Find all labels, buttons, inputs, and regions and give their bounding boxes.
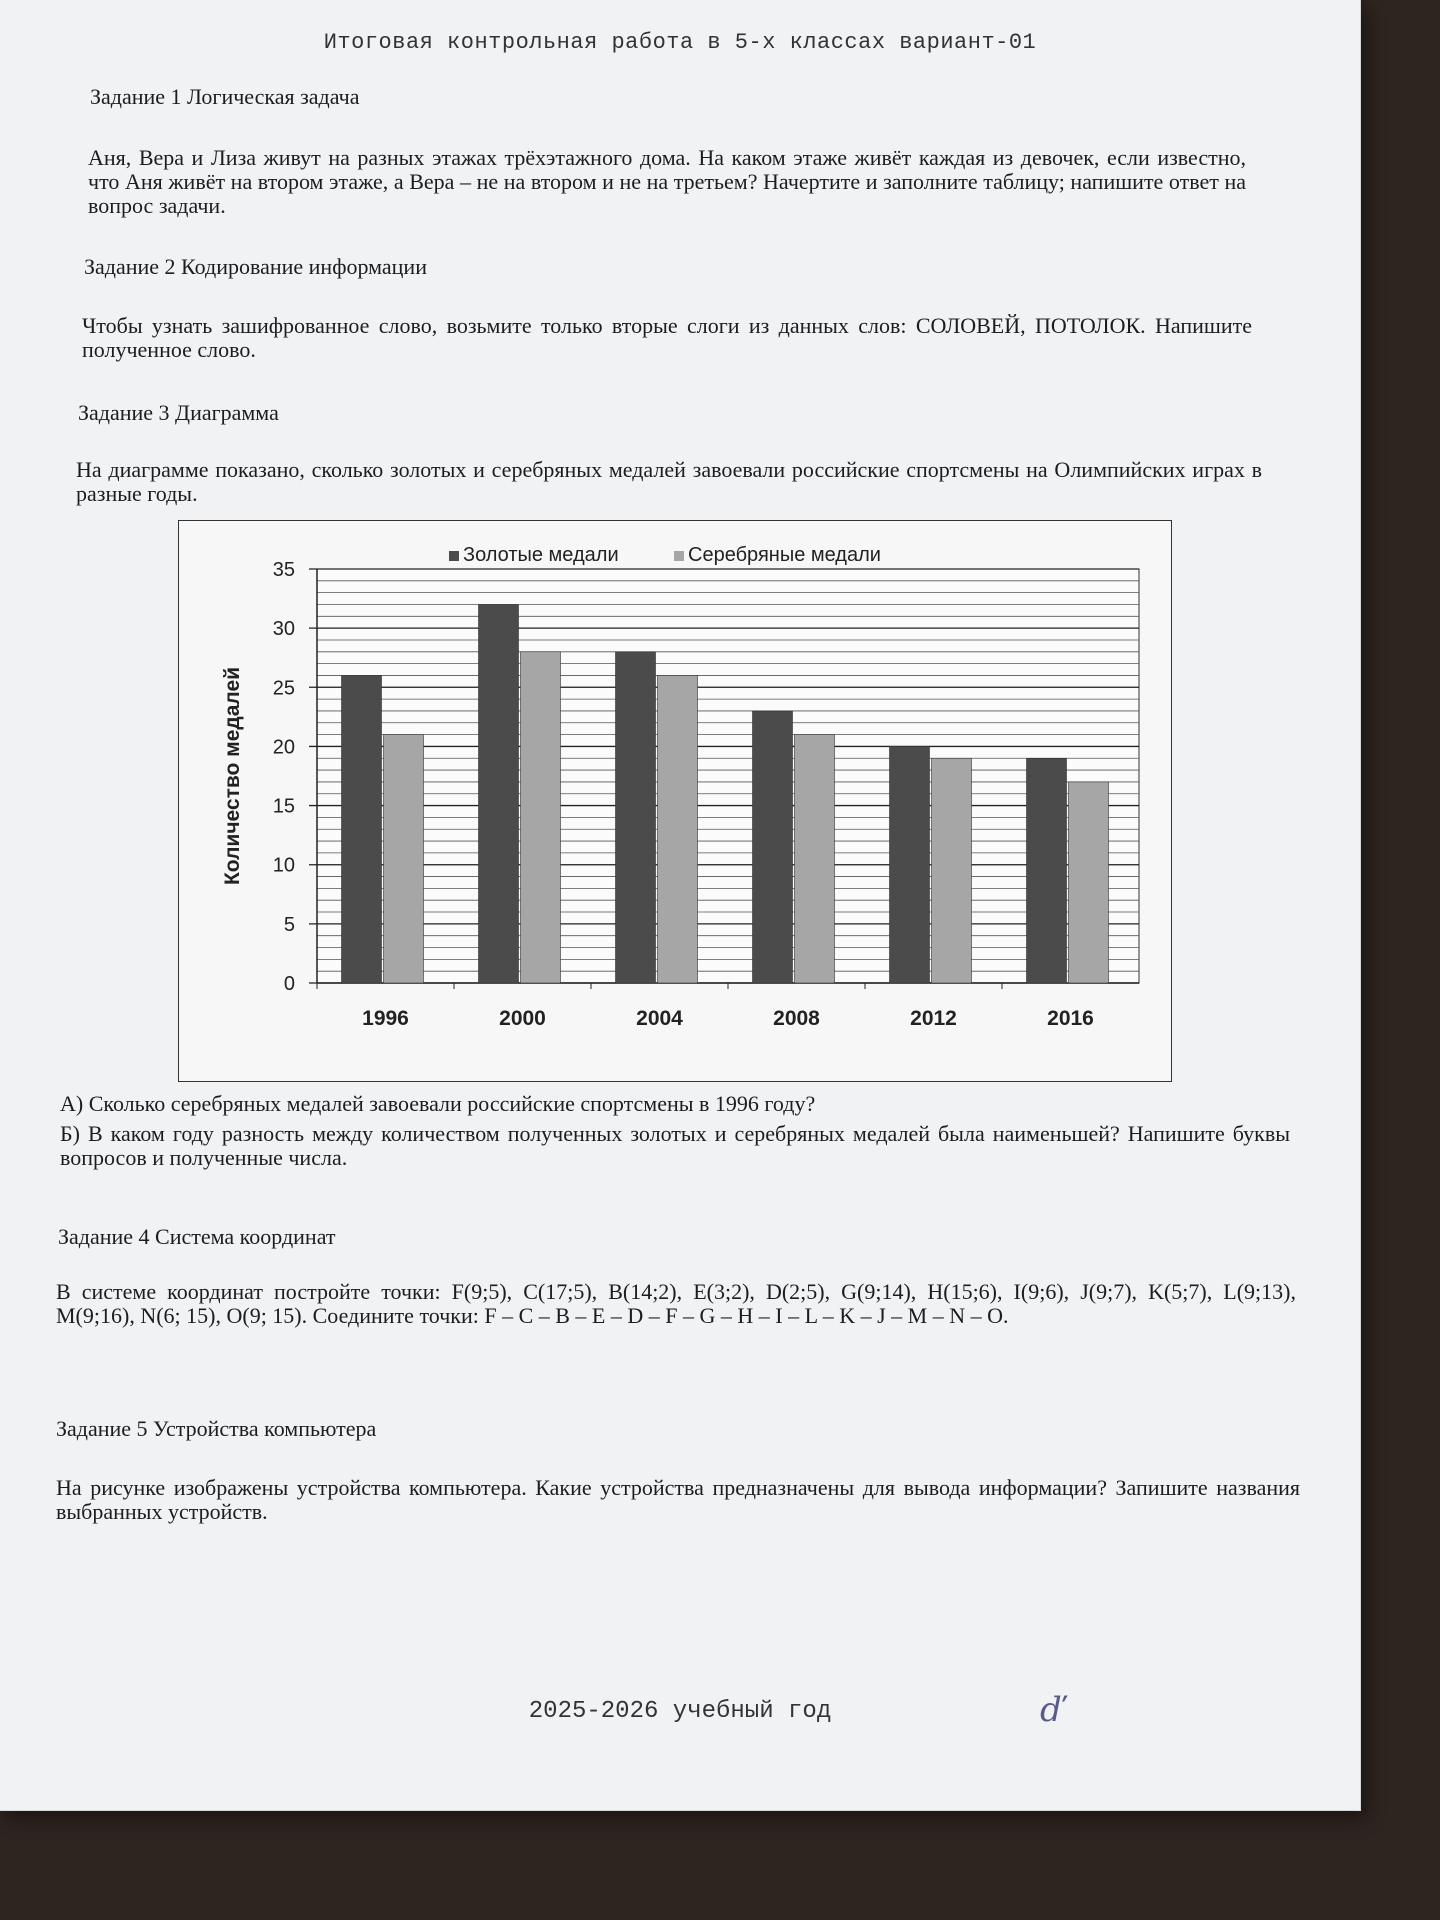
y-tick-label: 20 bbox=[272, 736, 295, 759]
x-tick-label: 2000 bbox=[499, 1007, 546, 1030]
task-3-question-b: Б) В каком году разность между количеством полученных золотых и серебряных медалей была наименьшей? Напишите буквы вопросов и полученные числа. bbox=[60, 1121, 1290, 1170]
bar-silver-2000 bbox=[521, 652, 561, 983]
bar-silver-2012 bbox=[932, 758, 972, 983]
task-5-title: Задание 5 Устройства компьютера bbox=[56, 1416, 377, 1441]
legend-label: Серебряные медали bbox=[688, 544, 881, 566]
legend-label: Золотые медали bbox=[463, 544, 619, 566]
school-year-footer: 2025-2026 учебный год bbox=[528, 1698, 832, 1725]
worksheet-header: Итоговая контрольная работа в 5-х классах вариант-01 bbox=[323, 30, 1037, 55]
x-tick-label: 2004 bbox=[636, 1007, 683, 1030]
y-tick-label: 0 bbox=[283, 973, 295, 995]
bar-gold-2004 bbox=[616, 652, 656, 983]
legend-swatch bbox=[674, 551, 684, 561]
y-tick-label: 30 bbox=[272, 618, 295, 641]
x-tick-label: 1996 bbox=[362, 1007, 409, 1030]
legend-swatch bbox=[449, 551, 459, 561]
handwritten-mark: ď bbox=[1040, 1690, 1062, 1730]
y-tick-label: 25 bbox=[272, 677, 295, 700]
chart-canvas bbox=[179, 521, 1171, 1081]
task-5-text: На рисунке изображены устройства компьютера. Какие устройства предназначены для вывода информации? Запишите названия выбранных устройств. bbox=[56, 1475, 1300, 1524]
y-tick-label: 35 bbox=[272, 559, 295, 581]
y-tick-label: 15 bbox=[272, 795, 295, 818]
task-3-text: На диаграмме показано, сколько золотых и серебряных медалей завоевали российские спортсмены на Олимпийских играх в разные годы. bbox=[76, 457, 1262, 506]
task-4-title: Задание 4 Система координат bbox=[58, 1224, 336, 1249]
task-3-title: Задание 3 Диаграмма bbox=[78, 400, 279, 425]
bar-gold-2008 bbox=[753, 711, 793, 983]
bar-gold-2012 bbox=[890, 746, 930, 983]
bar-gold-1996 bbox=[342, 675, 382, 983]
task-2-text: Чтобы узнать зашифрованное слово, возьмите только вторые слоги из данных слов: СОЛОВЕЙ, ПОТОЛОК. Напишите полученное слово. bbox=[82, 313, 1252, 362]
x-tick-label: 2016 bbox=[1047, 1007, 1094, 1030]
bar-silver-2016 bbox=[1069, 782, 1109, 983]
task-1-text: Аня, Вера и Лиза живут на разных этажах трёхэтажного дома. На каком этаже живёт каждая из девочек, если известно, что Аня живёт на втором этаже, а Вера – не на втором и не на третьем? Начертите и заполните таблицу; напишите ответ на вопрос задачи. bbox=[88, 145, 1246, 218]
bar-gold-2000 bbox=[479, 604, 519, 983]
x-tick-label: 2008 bbox=[773, 1007, 820, 1030]
y-tick-label: 5 bbox=[283, 913, 295, 936]
task-1-title: Задание 1 Логическая задача bbox=[90, 84, 360, 109]
x-tick-label: 2012 bbox=[910, 1007, 957, 1030]
bar-silver-2008 bbox=[795, 735, 835, 983]
y-axis-label: Количество медалей bbox=[221, 666, 244, 886]
medal-bar-chart bbox=[178, 520, 1172, 1082]
task-2-title: Задание 2 Кодирование информации bbox=[84, 254, 427, 279]
bar-silver-2004 bbox=[658, 675, 698, 983]
bar-gold-2016 bbox=[1027, 758, 1067, 983]
plot-area bbox=[317, 569, 1139, 983]
task-3-question-a: А) Сколько серебряных медалей завоевали российские спортсмены в 1996 году? bbox=[60, 1091, 816, 1116]
bar-silver-1996 bbox=[384, 735, 424, 983]
y-tick-label: 10 bbox=[272, 854, 295, 877]
task-4-text: В системе координат постройте точки: F(9;5), C(17;5), B(14;2), E(3;2), D(2;5), G(9;14), H(15;6), I(9;6), J(9;7), K(5;7), L(9;13), M(9;16), N(6; 15), O(9; 15). Соедините точки: F – C – B – E – D – F – G – H – I – L – K – J – M – N – O. bbox=[56, 1279, 1296, 1328]
